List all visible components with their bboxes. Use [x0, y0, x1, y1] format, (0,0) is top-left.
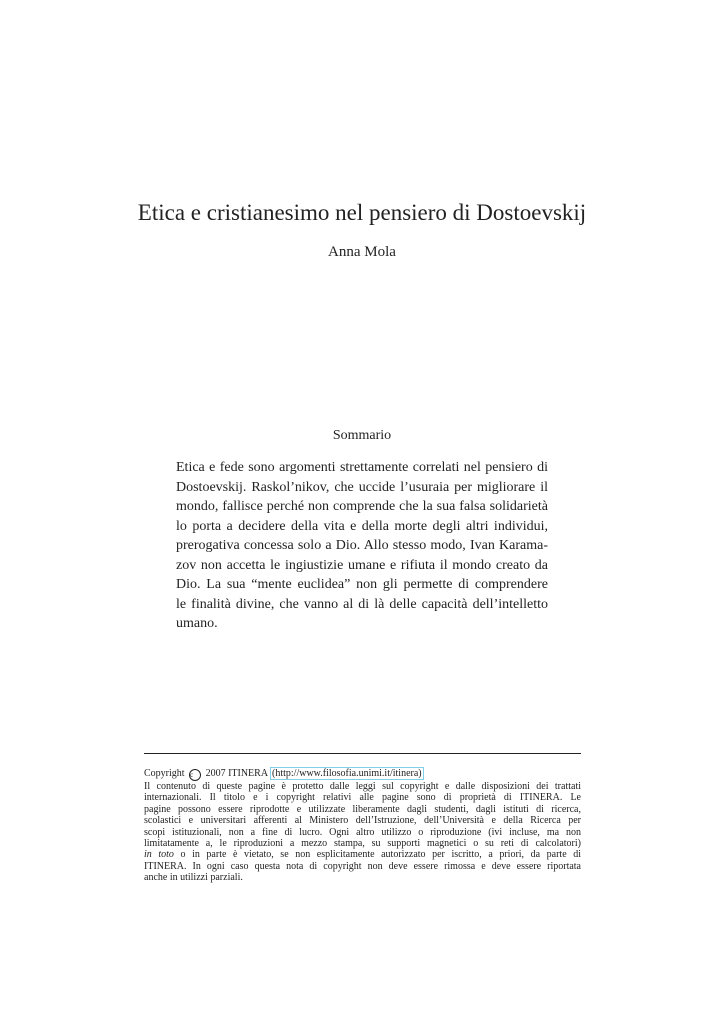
footnote-line: Il contenuto di queste pagine è protetto dalle leggi sul copyright e dalle disposizioni dei trattati	[144, 781, 581, 792]
itinera-link[interactable]: (http://www.filosofia.unimi.it/itinera)	[272, 768, 422, 779]
footnote-line-rest: o in parte è vietato, se non esplicitamente autorizzato per iscritto, a priori, da parte di	[173, 849, 581, 861]
abstract-line: Etica e fede sono argomenti strettamente correlati nel pensiero di	[176, 460, 548, 475]
footnote-line: internazionali. Il titolo e i copyright relativi alle pagine sono di proprietà di ITINERA. Le	[144, 792, 581, 804]
abstract-line: lo porta a decidere della vita e della morte degli altri individui,	[176, 518, 548, 534]
paper-title: Etica e cristianesimo nel pensiero di Dostoevskij	[137, 200, 587, 225]
author-name: Anna Mola	[328, 244, 396, 260]
copyright-icon: c	[189, 769, 201, 781]
footnote-rule	[144, 753, 581, 754]
footnote-line: scolastici e universitari afferenti al Ministero dell’Istruzione, dell’Università e della Ricerca per	[144, 815, 581, 827]
abstract-line: Dostoevskij. Raskol’nikov, che uccide l’usuraia per migliorare il	[176, 479, 548, 495]
copyright-label: Copyright	[144, 768, 185, 779]
abstract-line: mondo, fallisce perché non comprende che la sua falsa solidarietà	[176, 499, 548, 514]
abstract-line: umano.	[176, 616, 218, 631]
abstract-heading: Sommario	[332, 428, 392, 443]
footnote-line: ITINERA. In ogni caso questa nota di copyright non deve essere rimossa e deve essere riportata	[144, 860, 581, 872]
abstract-line: prerogativa concessa solo a Dio. Allo stesso modo, Ivan Karama-	[176, 538, 548, 553]
copyright-footnote	[144, 768, 581, 884]
footnote-line: limitatamente a, le riproduzioni a mezzo stampa, su supporti magnetici o su reti di calcolatori)	[144, 838, 581, 850]
abstract-line: zov non accetta le ingiustizie umane e rifiuta il mondo creato da	[176, 557, 548, 573]
footnote-line: pagine possono essere riprodotte e utilizzate liberamente dagli studenti, dagli istituti di ricerca,	[144, 803, 581, 815]
footnote-line: anche in utilizzi parziali.	[144, 872, 243, 884]
footnote-line: scopi istituzionali, non a fine di lucro. Ogni altro utilizzo o riproduzione (ivi incluse, ma non	[144, 826, 581, 838]
in-toto-italic: in toto	[144, 849, 174, 861]
footnote-line	[144, 849, 581, 860]
abstract-body	[176, 458, 548, 634]
abstract-line: le finalità divine, che vanno al di là delle capacità dell’intelletto	[176, 596, 548, 612]
copyright-year-org: 2007 ITINERA	[205, 768, 268, 779]
copyright-line	[144, 768, 581, 781]
abstract-line: Dio. La sua “mente euclidea” non gli permette di comprendere	[176, 577, 548, 592]
